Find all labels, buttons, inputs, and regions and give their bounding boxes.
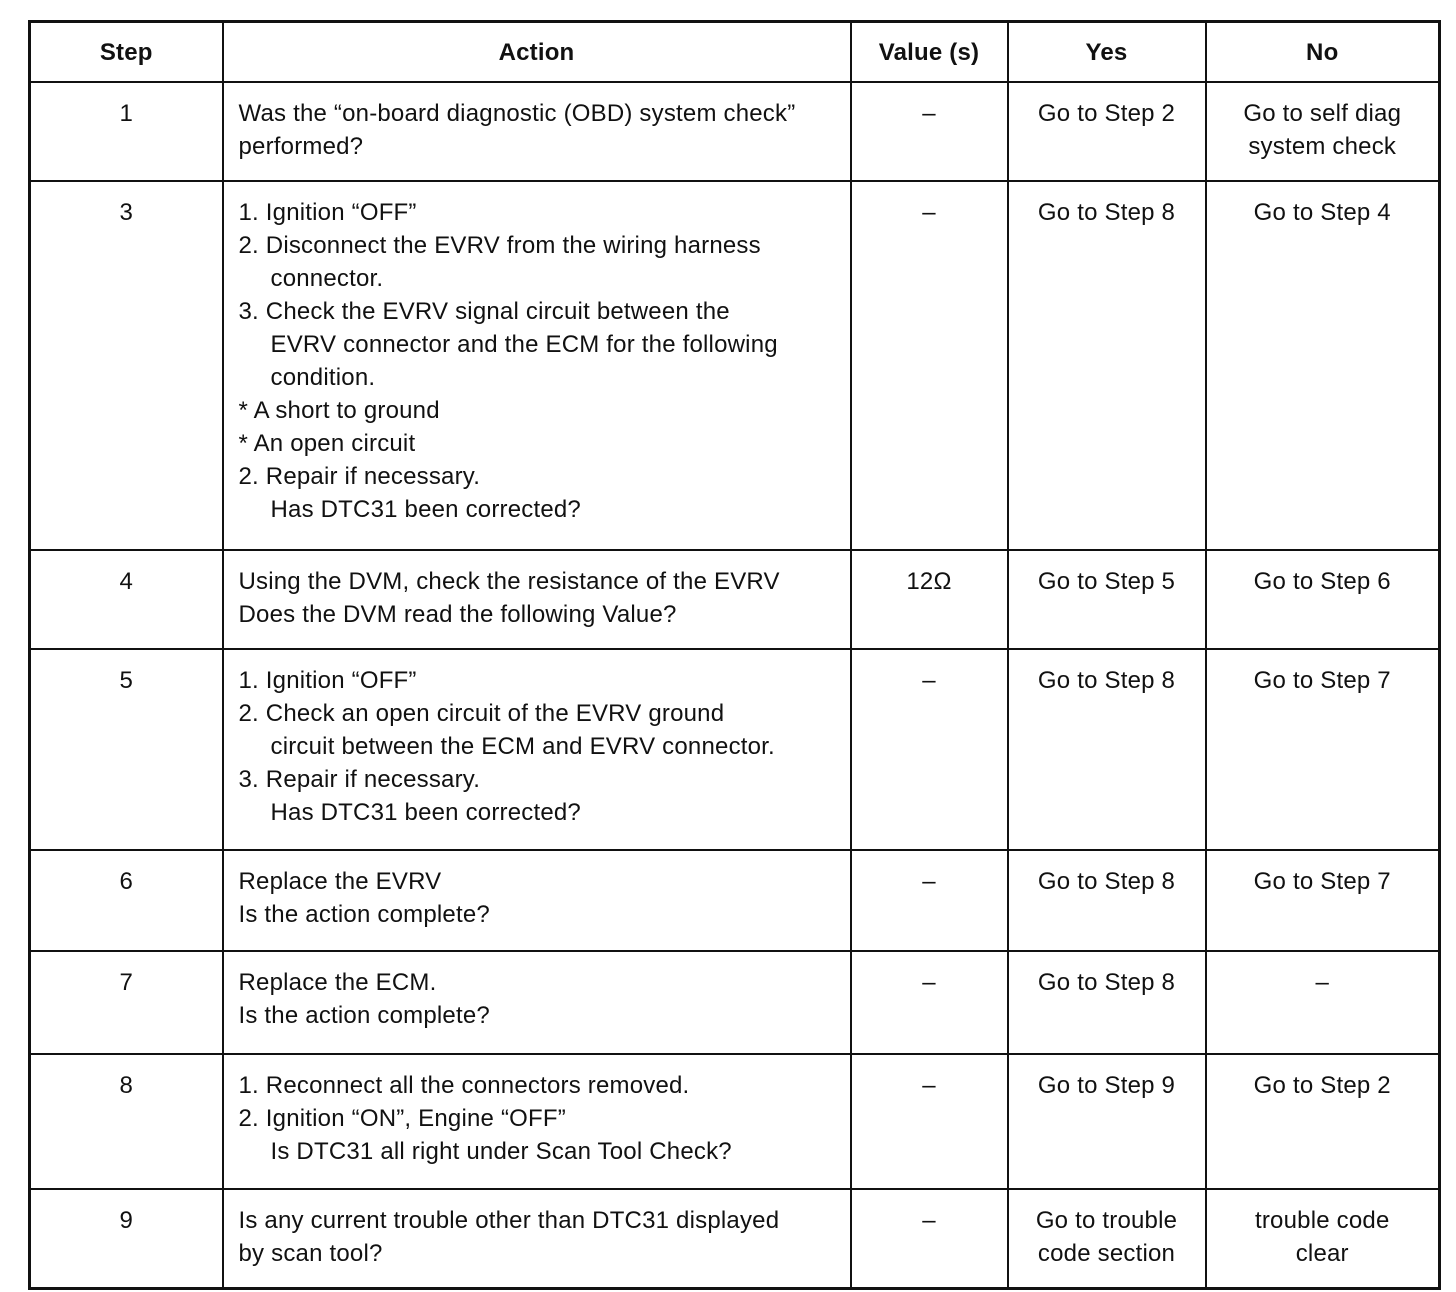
action-line: 2. Disconnect the EVRV from the wiring harness bbox=[238, 232, 761, 259]
action-line: connector. bbox=[270, 265, 384, 292]
diagnostic-page bbox=[28, 20, 1438, 1282]
action-line: Replace the EVRV bbox=[238, 868, 442, 895]
action-cell bbox=[223, 1054, 851, 1189]
action-cell bbox=[223, 82, 851, 181]
action-line: performed? bbox=[238, 133, 364, 160]
no-cell bbox=[1206, 951, 1440, 1054]
value-cell: – bbox=[851, 1189, 1008, 1289]
action-line: Is DTC31 all right under Scan Tool Check? bbox=[270, 1138, 732, 1165]
yes-line: Go to Step 8 bbox=[1037, 667, 1176, 694]
action-line: EVRV connector and the ECM for the following bbox=[270, 331, 778, 358]
action-line: Using the DVM, check the resistance of the EVRV bbox=[238, 568, 780, 595]
action-line: circuit between the ECM and EVRV connector. bbox=[270, 733, 775, 760]
table-row bbox=[30, 181, 1440, 550]
action-line: 3. Repair if necessary. bbox=[238, 766, 481, 793]
action-cell bbox=[223, 649, 851, 850]
no-line: system check bbox=[1248, 133, 1397, 160]
action-line: condition. bbox=[270, 364, 376, 391]
no-line: clear bbox=[1295, 1240, 1349, 1267]
action-cell bbox=[223, 850, 851, 951]
value-cell: – bbox=[851, 850, 1008, 951]
no-cell bbox=[1206, 850, 1440, 951]
action-line: 1. Ignition “OFF” bbox=[238, 199, 417, 226]
no-cell bbox=[1206, 649, 1440, 850]
action-line: 1. Reconnect all the connectors removed. bbox=[238, 1072, 690, 1099]
step-number: 7 bbox=[30, 951, 223, 1054]
action-line: Is any current trouble other than DTC31 displayed bbox=[238, 1207, 780, 1234]
action-line: Has DTC31 been corrected? bbox=[270, 496, 581, 523]
yes-cell bbox=[1008, 181, 1206, 550]
value-cell: – bbox=[851, 181, 1008, 550]
no-line: Go to self diag bbox=[1243, 100, 1402, 127]
action-line: 2. Repair if necessary. bbox=[238, 463, 481, 490]
yes-line: Go to Step 8 bbox=[1037, 868, 1176, 895]
step-number: 9 bbox=[30, 1189, 223, 1289]
action-cell bbox=[223, 181, 851, 550]
yes-cell bbox=[1008, 951, 1206, 1054]
table-row bbox=[30, 1054, 1440, 1189]
table-row bbox=[30, 850, 1440, 951]
action-line: Was the “on-board diagnostic (OBD) system check” bbox=[238, 100, 796, 127]
no-cell bbox=[1206, 550, 1440, 649]
yes-cell bbox=[1008, 1054, 1206, 1189]
no-cell bbox=[1206, 181, 1440, 550]
step-number: 4 bbox=[30, 550, 223, 649]
yes-line: code section bbox=[1037, 1240, 1176, 1267]
header-yes: Yes bbox=[1008, 22, 1206, 83]
header-step: Step bbox=[30, 22, 223, 83]
action-line: * An open circuit bbox=[238, 430, 416, 457]
action-line: 2. Check an open circuit of the EVRV ground bbox=[238, 700, 725, 727]
yes-line: Go to Step 9 bbox=[1037, 1072, 1176, 1099]
action-cell bbox=[223, 1189, 851, 1289]
no-cell bbox=[1206, 1054, 1440, 1189]
action-line: by scan tool? bbox=[238, 1240, 383, 1267]
action-line: Is the action complete? bbox=[238, 1002, 490, 1029]
no-line: – bbox=[1315, 969, 1330, 996]
yes-line: Go to trouble bbox=[1035, 1207, 1178, 1234]
step-number: 6 bbox=[30, 850, 223, 951]
action-line: 2. Ignition “ON”, Engine “OFF” bbox=[238, 1105, 566, 1132]
header-value: Value (s) bbox=[851, 22, 1008, 83]
header-action: Action bbox=[223, 22, 851, 83]
yes-line: Go to Step 8 bbox=[1037, 969, 1176, 996]
table-row bbox=[30, 951, 1440, 1054]
action-line: Replace the ECM. bbox=[238, 969, 437, 996]
no-line: Go to Step 7 bbox=[1253, 667, 1391, 694]
value-cell: 12Ω bbox=[851, 550, 1008, 649]
no-line: Go to Step 6 bbox=[1253, 568, 1391, 595]
table-row bbox=[30, 649, 1440, 850]
no-line: Go to Step 7 bbox=[1253, 868, 1391, 895]
step-number: 3 bbox=[30, 181, 223, 550]
yes-cell bbox=[1008, 850, 1206, 951]
table-row bbox=[30, 82, 1440, 181]
table-row bbox=[30, 550, 1440, 649]
header-row bbox=[30, 22, 1440, 83]
no-line: trouble code bbox=[1255, 1207, 1390, 1234]
yes-cell bbox=[1008, 550, 1206, 649]
value-cell: – bbox=[851, 82, 1008, 181]
action-line: 3. Check the EVRV signal circuit between the bbox=[238, 298, 730, 325]
action-line: Has DTC31 been corrected? bbox=[270, 799, 581, 826]
no-line: Go to Step 4 bbox=[1253, 199, 1391, 226]
action-line: * A short to ground bbox=[238, 397, 440, 424]
step-number: 1 bbox=[30, 82, 223, 181]
value-cell: – bbox=[851, 951, 1008, 1054]
no-line: Go to Step 2 bbox=[1253, 1072, 1391, 1099]
action-cell bbox=[223, 951, 851, 1054]
action-line: Does the DVM read the following Value? bbox=[238, 601, 677, 628]
step-number: 5 bbox=[30, 649, 223, 850]
value-cell: – bbox=[851, 649, 1008, 850]
yes-cell bbox=[1008, 82, 1206, 181]
no-cell bbox=[1206, 1189, 1440, 1289]
action-line: Is the action complete? bbox=[238, 901, 490, 928]
yes-line: Go to Step 5 bbox=[1037, 568, 1176, 595]
value-cell: – bbox=[851, 1054, 1008, 1189]
yes-line: Go to Step 8 bbox=[1037, 199, 1176, 226]
diagnostic-table bbox=[28, 20, 1441, 1290]
no-cell bbox=[1206, 82, 1440, 181]
yes-line: Go to Step 2 bbox=[1037, 100, 1176, 127]
yes-cell bbox=[1008, 1189, 1206, 1289]
table-row bbox=[30, 1189, 1440, 1289]
yes-cell bbox=[1008, 649, 1206, 850]
header-no: No bbox=[1206, 22, 1440, 83]
step-number: 8 bbox=[30, 1054, 223, 1189]
action-cell bbox=[223, 550, 851, 649]
action-line: 1. Ignition “OFF” bbox=[238, 667, 417, 694]
